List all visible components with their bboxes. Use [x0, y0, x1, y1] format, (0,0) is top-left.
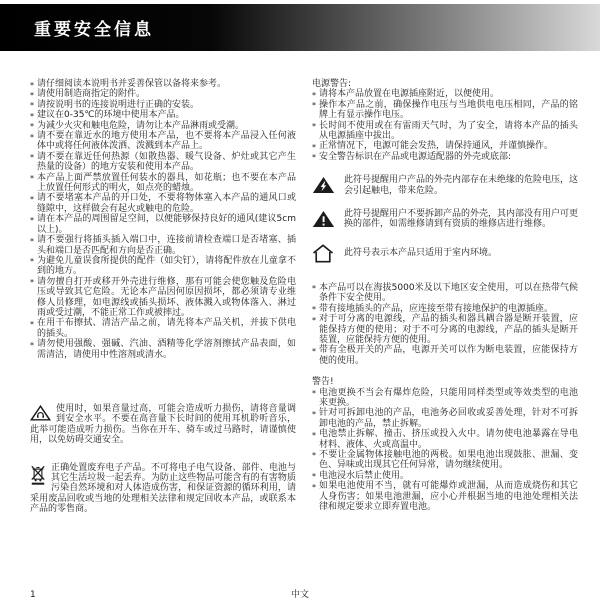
general-power-list: [312, 283, 578, 366]
indoor-use-house-icon: [312, 243, 336, 263]
list-item: * 请勿使用强酸、强碱、汽油、酒精等化学溶剂擦拭产品表面，如需清洁，请使用中性溶剂或清水。: [30, 339, 296, 360]
language-label: 中文: [290, 590, 309, 600]
volume-warning-triangle-icon: [30, 405, 51, 421]
lightning-triangle-icon: [312, 175, 336, 196]
page-header: [0, 4, 600, 51]
power-warning-heading: 电源警告:: [312, 79, 352, 89]
list-item: * 请使用制造商指定的附件。: [30, 89, 296, 99]
list-item: * 长时间不使用或在有雷雨天气时，为了安全，请将本产品的插头从电源插座中拔出。: [312, 121, 578, 142]
battery-warning-list: [312, 388, 578, 513]
list-item: * 带有全极开关的产品，电源开关可以作为断电装置，应能保持方便的使用。: [312, 345, 578, 366]
left-column: [30, 79, 296, 515]
list-item: * 请将本产品放置在电源插座附近，以便使用。: [312, 89, 578, 99]
weee-disposal-paragraph: [30, 463, 296, 515]
list-item: * 请按说明书的连接说明进行正确的安装。: [30, 100, 296, 110]
list-item: * 请不要在靠近任何热源（如散热器、暖气设备、炉灶或其它产生热量的设备）的地方安装和使用本产品。: [30, 152, 296, 173]
indoor-use-note: [312, 243, 578, 263]
list-item: * 操作本产品之前，确保操作电压与当地供电电压相同，产品的铭牌上有显示操作电压。: [312, 100, 578, 121]
list-item: * 安全警告标识在产品或电源适配器的外壳或底部:: [312, 152, 578, 162]
content-area: [0, 51, 600, 515]
list-item: * 本产品可以在海拔5000米及以下地区安全使用，可以在热带气候条件下安全使用。: [312, 283, 578, 304]
list-item: * 对于可分离的电源线，产品的插头和器具耦合器是断开装置，应能保持方便的使用；对于不可分离的电源线，产品的插头是断开装置，应能保持方便的使用。: [312, 314, 578, 345]
list-item: * 带有接地插头的产品，应连接至带有接地保护的电源插座。: [312, 304, 578, 314]
no-disassembly-note: [312, 209, 578, 230]
list-item: * 电池禁止拆解、撞击、挤压或投入火中。请勿使电池暴露在导电材料、液体、火或高温中。: [312, 429, 578, 450]
list-item: * 请不要强行将插头插入端口中，连接前请检查端口是否堵塞、插头和端口是否匹配和方向是否正确。: [30, 235, 296, 256]
hazard-voltage-note: [312, 175, 578, 196]
exclamation-triangle-icon: [312, 209, 336, 230]
volume-warning-text: 使用时，如果音量过高，可能会造成听力损伤，请将音量调到安全水平。不要在高音量下长时间的使用耳机聆听音乐，此举可能造成听力损伤。当你在开车、骑车或过马路时，请谨慎使用，以免妨碍交通安全。: [30, 403, 296, 446]
weee-crossed-bin-icon: [30, 464, 46, 485]
list-item: * 本产品上面严禁放置任何装水的器具，如花瓶；也不要在本产品上放置任何形式的明火，如点亮的蜡烛。: [30, 173, 296, 194]
list-item: * 在用干布擦拭、清洁产品之前，请先将本产品关机，并拔下供电的插头。: [30, 318, 296, 339]
list-item: * 正常情况下，电源可能会发热，请保持通风，并谨慎操作。: [312, 141, 578, 151]
page-footer: [0, 587, 600, 600]
list-item: * 请勿擅自打开或移开外壳进行维修，那有可能会使您触及危险电压或导致其它危险。无论本产品因何原因损坏，都必须请专业维修人员修理，如电源线或插头损坏、液体溅入或物体落入、淋过雨或受过潮，不能正常工作或被摔过。: [30, 277, 296, 319]
list-item: * 不要让金属物体接触电池的两极。如果电池出现鼓胀、泄漏、变色、异味或出现其它任何异常，请勿继续使用。: [312, 450, 578, 471]
list-item: * 电池浸水后禁止使用。: [312, 471, 578, 481]
power-warning-list: [312, 89, 578, 162]
page-title: 重要安全信息: [34, 20, 154, 40]
list-item: * 请不要堵塞本产品的开口处，不要将物体塞入本产品的通风口或缝隙中，这样做会有起火或触电的危险。: [30, 193, 296, 214]
list-item: * 为避免儿童误食所提供的配件（如尖钉），请将配件放在儿童拿不到的地方。: [30, 256, 296, 277]
list-item: * 如果电池使用不当，就有可能爆炸或泄漏，从而造成烧伤和其它人身伤害；如果电池泄漏，应小心并根据当地的电池处理相关法律和规定要求立即弃置电池。: [312, 481, 578, 512]
hazard-voltage-text: 此符号提醒用户产品的外壳内部存在未绝缘的危险电压，这会引起触电，带来危险。: [344, 175, 579, 196]
right-column: [312, 79, 578, 515]
volume-warning-paragraph: [30, 404, 296, 446]
list-item: * 请不要在靠近水的地方使用本产品，也不要将本产品浸入任何液体中或将任何液体泼洒、泼溅到本产品上。: [30, 131, 296, 152]
no-disassembly-text: 此符号提醒用户不要拆卸产品的外壳，其内部没有用户可更换的部件，如需维修请到有资质的维修店进行维修。: [344, 209, 579, 230]
list-item: * 请仔细阅读本说明书并妥善保管以备将来参考。: [30, 79, 296, 89]
battery-warning-heading: 警告!: [312, 377, 334, 388]
weee-disposal-text: 正确处置废弃电子产品。不可将电子电气设备、部件、电池与其它生活垃圾一起丢弃。为防止这些物品可能含有的有害物质污染自然环境和对人体造成伤害，和保证资源的循环利用，请采用废品回收或当地的处理相关法律和规定回收本产品，或联系本产品的零售商。: [30, 462, 296, 515]
general-safety-list: [30, 79, 296, 360]
indoor-use-text: 此符号表示本产品只适用于室内环境。: [344, 247, 498, 258]
list-item: * 针对可拆卸电池的产品，电池务必回收或妥善处理，针对不可拆卸电池的产品，禁止拆解。: [312, 408, 578, 429]
list-item: * 为减少火灾和触电危险，请勿让本产品淋雨或受潮。: [30, 121, 296, 131]
list-item: * 请在本产品的周围留足空间，以便能够保持良好的通风(建议5cm以上)。: [30, 214, 296, 235]
list-item: * 建议在0-35℃的环境中使用本产品。: [30, 110, 296, 120]
list-item: * 电池更换不当会有爆炸危险，只能用同样类型或等效类型的电池来更换。: [312, 388, 578, 409]
page-number: 1: [30, 590, 36, 600]
